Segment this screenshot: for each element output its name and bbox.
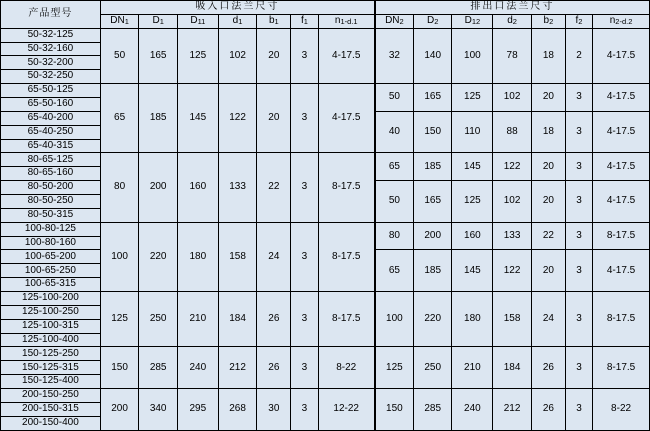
- model-cell: 80-50-250: [1, 195, 101, 209]
- inlet-d1-cell: 158: [218, 222, 257, 291]
- outlet-nd2-cell: 8-17.5: [593, 222, 650, 250]
- inlet-D11-cell: 160: [177, 153, 218, 222]
- outlet-f2-cell: 3: [565, 153, 592, 181]
- outlet-D12-cell: 210: [452, 347, 493, 389]
- inlet-b1-cell: 30: [257, 389, 291, 431]
- outlet-f2-cell: 3: [565, 111, 592, 153]
- outlet-D2-cell: 150: [413, 111, 452, 153]
- outlet-f2-cell: 3: [565, 389, 592, 431]
- column-header-outlet-1: D2: [413, 14, 452, 28]
- inlet-f1-cell: 3: [291, 84, 318, 153]
- table-row: [1, 84, 650, 98]
- inlet-d1-cell: 102: [218, 28, 257, 83]
- inlet-D1-cell: 285: [139, 347, 178, 389]
- table-row: [1, 28, 650, 42]
- inlet-D1-cell: 185: [139, 84, 178, 153]
- inlet-nd1-cell: 12-22: [318, 389, 375, 431]
- model-cell: 200-150-315: [1, 402, 101, 416]
- column-header-outlet-0: DN2: [375, 14, 414, 28]
- inlet-D11-cell: 240: [177, 347, 218, 389]
- inlet-b1-cell: 20: [257, 28, 291, 83]
- outlet-b2-cell: 20: [531, 153, 565, 181]
- inlet-D11-cell: 210: [177, 292, 218, 347]
- outlet-DN2-cell: 100: [375, 292, 414, 347]
- outlet-d2-cell: 212: [493, 389, 532, 431]
- inlet-D1-cell: 250: [139, 292, 178, 347]
- model-cell: 50-32-125: [1, 28, 101, 42]
- outlet-D12-cell: 145: [452, 250, 493, 292]
- column-header-outlet-3: d2: [493, 14, 532, 28]
- outlet-d2-cell: 102: [493, 181, 532, 223]
- inlet-DN1-cell: 150: [100, 347, 139, 389]
- inlet-nd1-cell: 8-17.5: [318, 292, 375, 347]
- inlet-D11-cell: 180: [177, 222, 218, 291]
- inlet-DN1-cell: 65: [100, 84, 139, 153]
- table-header-row-groups: [1, 1, 650, 15]
- outlet-d2-cell: 88: [493, 111, 532, 153]
- inlet-nd1-cell: 8-17.5: [318, 222, 375, 291]
- outlet-b2-cell: 18: [531, 28, 565, 83]
- outlet-D2-cell: 285: [413, 389, 452, 431]
- outlet-d2-cell: 133: [493, 222, 532, 250]
- column-header-outlet-6: n2-d.2: [593, 14, 650, 28]
- inlet-DN1-cell: 80: [100, 153, 139, 222]
- column-header-inlet-2: D11: [177, 14, 218, 28]
- inlet-D1-cell: 220: [139, 222, 178, 291]
- model-cell: 65-50-125: [1, 84, 101, 98]
- model-cell: 100-65-200: [1, 250, 101, 264]
- outlet-d2-cell: 158: [493, 292, 532, 347]
- table-row: [1, 153, 650, 167]
- inlet-b1-cell: 26: [257, 292, 291, 347]
- model-cell: 80-65-160: [1, 167, 101, 181]
- inlet-D1-cell: 200: [139, 153, 178, 222]
- table-row: [1, 292, 650, 306]
- inlet-b1-cell: 20: [257, 84, 291, 153]
- model-cell: 80-50-315: [1, 208, 101, 222]
- outlet-D2-cell: 220: [413, 292, 452, 347]
- inlet-b1-cell: 22: [257, 153, 291, 222]
- model-cell: 125-100-400: [1, 333, 101, 347]
- model-cell: 80-50-200: [1, 181, 101, 195]
- inlet-DN1-cell: 100: [100, 222, 139, 291]
- outlet-nd2-cell: 4-17.5: [593, 111, 650, 153]
- inlet-f1-cell: 3: [291, 347, 318, 389]
- outlet-b2-cell: 18: [531, 111, 565, 153]
- model-cell: 65-40-200: [1, 111, 101, 125]
- outlet-DN2-cell: 65: [375, 153, 414, 181]
- outlet-DN2-cell: 150: [375, 389, 414, 431]
- group-header-inlet: 吸入口法兰尺寸: [100, 1, 375, 15]
- model-cell: 50-32-160: [1, 42, 101, 56]
- outlet-d2-cell: 184: [493, 347, 532, 389]
- outlet-DN2-cell: 40: [375, 111, 414, 153]
- outlet-D12-cell: 180: [452, 292, 493, 347]
- model-cell: 100-80-160: [1, 236, 101, 250]
- inlet-nd1-cell: 4-17.5: [318, 84, 375, 153]
- outlet-D2-cell: 200: [413, 222, 452, 250]
- outlet-DN2-cell: 50: [375, 84, 414, 112]
- inlet-d1-cell: 212: [218, 347, 257, 389]
- outlet-D2-cell: 165: [413, 181, 452, 223]
- model-cell: 65-50-160: [1, 98, 101, 112]
- inlet-f1-cell: 3: [291, 28, 318, 83]
- outlet-d2-cell: 122: [493, 153, 532, 181]
- outlet-b2-cell: 22: [531, 222, 565, 250]
- model-cell: 50-32-250: [1, 70, 101, 84]
- outlet-b2-cell: 20: [531, 84, 565, 112]
- inlet-D11-cell: 125: [177, 28, 218, 83]
- outlet-D2-cell: 165: [413, 84, 452, 112]
- table-row: [1, 347, 650, 361]
- outlet-D12-cell: 160: [452, 222, 493, 250]
- inlet-b1-cell: 26: [257, 347, 291, 389]
- outlet-nd2-cell: 4-17.5: [593, 28, 650, 83]
- outlet-DN2-cell: 65: [375, 250, 414, 292]
- model-cell: 150-125-315: [1, 361, 101, 375]
- column-header-outlet-2: D12: [452, 14, 493, 28]
- model-cell: 150-125-250: [1, 347, 101, 361]
- model-cell: 125-100-200: [1, 292, 101, 306]
- inlet-nd1-cell: 8-22: [318, 347, 375, 389]
- inlet-D11-cell: 295: [177, 389, 218, 431]
- column-header-inlet-4: b1: [257, 14, 291, 28]
- outlet-b2-cell: 20: [531, 250, 565, 292]
- model-cell: 50-32-200: [1, 56, 101, 70]
- inlet-d1-cell: 184: [218, 292, 257, 347]
- outlet-f2-cell: 3: [565, 84, 592, 112]
- outlet-nd2-cell: 4-17.5: [593, 84, 650, 112]
- inlet-D11-cell: 145: [177, 84, 218, 153]
- inlet-f1-cell: 3: [291, 292, 318, 347]
- outlet-f2-cell: 3: [565, 292, 592, 347]
- outlet-b2-cell: 24: [531, 292, 565, 347]
- outlet-D12-cell: 110: [452, 111, 493, 153]
- inlet-f1-cell: 3: [291, 222, 318, 291]
- table-body: [1, 1, 650, 431]
- outlet-nd2-cell: 4-17.5: [593, 153, 650, 181]
- outlet-D2-cell: 250: [413, 347, 452, 389]
- column-header-inlet-5: f1: [291, 14, 318, 28]
- model-cell: 100-80-125: [1, 222, 101, 236]
- outlet-D12-cell: 125: [452, 84, 493, 112]
- outlet-DN2-cell: 32: [375, 28, 414, 83]
- outlet-D12-cell: 145: [452, 153, 493, 181]
- model-cell: 125-100-315: [1, 319, 101, 333]
- outlet-b2-cell: 20: [531, 181, 565, 223]
- outlet-d2-cell: 102: [493, 84, 532, 112]
- outlet-D12-cell: 100: [452, 28, 493, 83]
- model-cell: 125-100-250: [1, 305, 101, 319]
- column-header-outlet-5: f2: [565, 14, 592, 28]
- inlet-nd1-cell: 8-17.5: [318, 153, 375, 222]
- outlet-nd2-cell: 8-22: [593, 389, 650, 431]
- column-header-inlet-1: D1: [139, 14, 178, 28]
- column-header-inlet-0: DN1: [100, 14, 139, 28]
- inlet-d1-cell: 122: [218, 84, 257, 153]
- outlet-nd2-cell: 4-17.5: [593, 181, 650, 223]
- outlet-d2-cell: 78: [493, 28, 532, 83]
- model-cell: 65-40-315: [1, 139, 101, 153]
- inlet-d1-cell: 268: [218, 389, 257, 431]
- outlet-f2-cell: 3: [565, 250, 592, 292]
- outlet-f2-cell: 3: [565, 181, 592, 223]
- outlet-f2-cell: 3: [565, 347, 592, 389]
- table-row: [1, 222, 650, 236]
- outlet-f2-cell: 3: [565, 222, 592, 250]
- outlet-D2-cell: 185: [413, 153, 452, 181]
- outlet-nd2-cell: 4-17.5: [593, 250, 650, 292]
- inlet-D1-cell: 165: [139, 28, 178, 83]
- inlet-DN1-cell: 200: [100, 389, 139, 431]
- table-row: [1, 389, 650, 403]
- inlet-nd1-cell: 4-17.5: [318, 28, 375, 83]
- outlet-nd2-cell: 8-17.5: [593, 292, 650, 347]
- column-header-outlet-4: b2: [531, 14, 565, 28]
- outlet-D2-cell: 185: [413, 250, 452, 292]
- outlet-d2-cell: 122: [493, 250, 532, 292]
- outlet-D12-cell: 240: [452, 389, 493, 431]
- inlet-f1-cell: 3: [291, 153, 318, 222]
- outlet-f2-cell: 2: [565, 28, 592, 83]
- outlet-nd2-cell: 8-17.5: [593, 347, 650, 389]
- outlet-DN2-cell: 50: [375, 181, 414, 223]
- model-cell: 65-40-250: [1, 125, 101, 139]
- model-cell: 100-65-315: [1, 278, 101, 292]
- inlet-f1-cell: 3: [291, 389, 318, 431]
- model-cell: 200-150-400: [1, 416, 101, 430]
- inlet-d1-cell: 133: [218, 153, 257, 222]
- outlet-DN2-cell: 80: [375, 222, 414, 250]
- corner-model-header: 产品型号: [1, 1, 101, 29]
- column-header-inlet-3: d1: [218, 14, 257, 28]
- inlet-DN1-cell: 125: [100, 292, 139, 347]
- outlet-DN2-cell: 125: [375, 347, 414, 389]
- inlet-b1-cell: 24: [257, 222, 291, 291]
- model-cell: 80-65-125: [1, 153, 101, 167]
- column-header-inlet-6: n1-d.1: [318, 14, 375, 28]
- group-header-outlet: 排出口法兰尺寸: [375, 1, 650, 15]
- outlet-b2-cell: 26: [531, 389, 565, 431]
- outlet-D2-cell: 140: [413, 28, 452, 83]
- model-cell: 200-150-250: [1, 389, 101, 403]
- outlet-b2-cell: 26: [531, 347, 565, 389]
- outlet-D12-cell: 125: [452, 181, 493, 223]
- model-cell: 150-125-400: [1, 375, 101, 389]
- inlet-DN1-cell: 50: [100, 28, 139, 83]
- inlet-D1-cell: 340: [139, 389, 178, 431]
- model-cell: 100-65-250: [1, 264, 101, 278]
